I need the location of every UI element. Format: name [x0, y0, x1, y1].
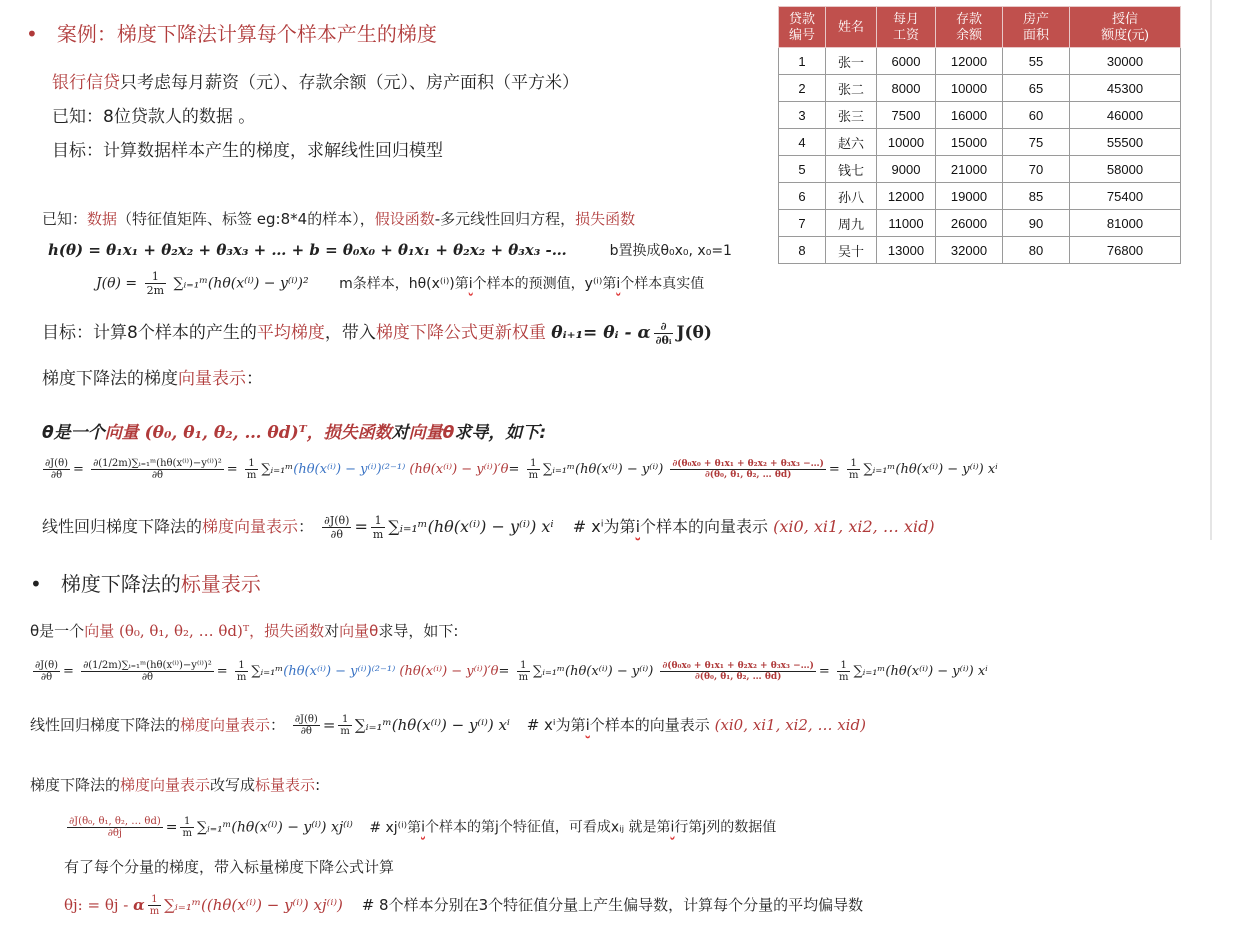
known-hyp-note: -多元线性回归方程，: [434, 210, 576, 228]
j-sum: ∑ᵢ₌₁ᵐ(hθ(x⁽ⁱ⁾) − y⁽ⁱ⁾)²: [173, 275, 309, 292]
table-cell: 3: [779, 102, 826, 129]
section2-title: • 梯度下降法的标量表示: [30, 572, 261, 596]
table-cell: 7500: [877, 102, 936, 129]
table-cell: 2: [779, 75, 826, 102]
section2-theta-line: θ是一个向量 (θ₀, θ₁, θ₂, … θd)ᵀ，损失函数对向量θ求导，如下:: [30, 622, 459, 640]
table-cell: 76800: [1070, 237, 1181, 264]
bank-credit: 银行信贷: [52, 73, 120, 93]
table-cell: 张二: [826, 75, 877, 102]
table-cell: 80: [1003, 237, 1070, 264]
table-cell: 4: [779, 129, 826, 156]
header-name: 姓名: [826, 7, 877, 48]
intro-line-1: [52, 68, 579, 93]
table-row: [779, 129, 1181, 156]
table-cell: 90: [1003, 210, 1070, 237]
table-cell: 张一: [826, 48, 877, 75]
table-cell: 张三: [826, 102, 877, 129]
partial-derivative-line: $\frac{\text{∂J(θ₀, θ₁, θ₂, … θd)}}{\partial\theta j}$ = $\frac{1}{m}$ ∑ᵢ₌₁ᵐ(hθ(x⁽ⁱ⁾) − y⁽ⁱ⁾) xj⁽ⁱ⁾ # xj⁽ⁱ⁾第i个样本的第j个特征值，可看成xᵢⱼ 就是第i行第j列的数据值: [69, 816, 777, 839]
known-prefix: 已知：: [42, 210, 88, 228]
table-cell: 70: [1003, 156, 1070, 183]
table-cell: 1: [779, 48, 826, 75]
table-cell: 32000: [936, 237, 1003, 264]
derivation-2: $\frac{\partial J(\theta)}{\partial\theta}$ = $\frac{\text{∂(1/2m)∑ᵢ₌₁ᵐ(hθ(x⁽ⁱ⁾)−y⁽ⁱ⁾)²}}{\partial\theta}$ = $\frac{1}{m}$ ∑ᵢ₌₁ᵐ(hθ(x⁽ⁱ⁾) − y⁽ⁱ⁾)⁽²⁻¹⁾ (hθ(x⁽ⁱ⁾) − y⁽ⁱ⁾)′θ= $\frac{1}{m}$ ∑ᵢ₌₁ᵐ(hθ(x⁽ⁱ⁾) − y⁽ⁱ⁾) $\frac{\text{∂(θ₀x₀ + θ₁x₁ + θ₂x₂ + θ₃x₃ −…)}}{\text{∂(θ₀, θ₁, θ₂, … θd)}}$ = $\frac{1}{m}$ ∑ᵢ₌₁ᵐ(hθ(x⁽ⁱ⁾) − y⁽ⁱ⁾) xⁱ: [35, 660, 988, 683]
loss-equation: [96, 270, 704, 297]
table-row: [779, 75, 1181, 102]
known-loss: 损失函数: [575, 210, 636, 228]
vector-label: 梯度下降法的梯度向量表示：: [42, 369, 263, 389]
avg-gradient: 平均梯度: [256, 323, 325, 343]
table-cell: 8: [779, 237, 826, 264]
theta-vector-line: θ是一个向量 (θ₀, θ₁, θ₂, … θd)ᵀ，损失函数对向量θ求导，如下:: [42, 423, 547, 443]
table-cell: 65: [1003, 75, 1070, 102]
m-note: m条样本，hθ(x⁽ⁱ⁾)第i个样本的预测值，y⁽ⁱ⁾第i个样本真实值: [339, 275, 705, 292]
table-cell: 吴十: [826, 237, 877, 264]
table-cell: 81000: [1070, 210, 1181, 237]
table-row: [779, 237, 1181, 264]
table-cell: 46000: [1070, 102, 1181, 129]
table-row: [779, 156, 1181, 183]
table-cell: 11000: [877, 210, 936, 237]
table-cell: 12000: [877, 183, 936, 210]
header-salary: 每月 工资: [877, 7, 936, 48]
table-cell: 9000: [877, 156, 936, 183]
table-cell: 45300: [1070, 75, 1181, 102]
table-cell: 7: [779, 210, 826, 237]
rewrite-line: 梯度下降法的梯度向量表示改写成标量表示:: [30, 776, 321, 794]
known-data: 数据: [87, 210, 118, 228]
table-cell: 21000: [936, 156, 1003, 183]
linear-gradient-line-2: 线性回归梯度下降法的梯度向量表示： $\frac{\partial J(\theta)}{\partial\theta}$ = $\frac{1}{m}$ ∑ᵢ₌₁ᵐ(hθ(x⁽ⁱ⁾) − y⁽ⁱ⁾) xⁱ # xⁱ为第i个样本的向量表示 (xi0, xi1, xi2, … xid): [30, 714, 866, 737]
table-cell: 孙八: [826, 183, 877, 210]
table-cell: 60: [1003, 102, 1070, 129]
loan-data-table: [778, 6, 1181, 264]
h-eq: h(θ) = θ₁x₁ + θ₂x₂ + θ₃x₃ + … + b = θ₀x₀ + θ₁x₁ + θ₂x₂ + θ₃x₃ -…: [48, 241, 567, 259]
header-credit: 授信 额度(元): [1070, 7, 1181, 48]
table-row: [779, 183, 1181, 210]
hypothesis-equation: [48, 240, 732, 260]
table-cell: 15000: [936, 129, 1003, 156]
section1-title-text: 案例：梯度下降法计算每个样本产生的梯度: [56, 22, 437, 46]
linear-gradient-line: 线性回归梯度下降法的梯度向量表示： $\frac{\partial J(\theta)}{\partial\theta}$ = $\frac{1}{m}$ ∑ᵢ₌₁ᵐ(hθ(x⁽ⁱ⁾) − y⁽ⁱ⁾) xⁱ # xⁱ为第i个样本的向量表示 (xi0, xi1, xi2, … xid): [42, 514, 935, 541]
table-cell: 6000: [877, 48, 936, 75]
table-body: [779, 48, 1181, 264]
bullet: •: [26, 22, 38, 46]
known-line: [42, 208, 635, 229]
table-row: [779, 48, 1181, 75]
table-cell: 赵六: [826, 129, 877, 156]
scalar-update-line: θj: = θj - α $\frac{1}{m}$ ∑ᵢ₌₁ᵐ((hθ(x⁽ⁱ⁾) − y⁽ⁱ⁾) xj⁽ⁱ⁾) # 8个样本分别在3个特征值分量上产生偏导数，计算每个分量的平均偏导数: [64, 894, 864, 917]
table-cell: 10000: [877, 129, 936, 156]
table-cell: 12000: [936, 48, 1003, 75]
table-cell: 19000: [936, 183, 1003, 210]
update-formula: θᵢ₊₁= θᵢ - α: [551, 323, 651, 343]
b-note: b置换成θ₀x₀, x₀=1: [609, 243, 732, 259]
table-cell: 55500: [1070, 129, 1181, 156]
table-cell: 75: [1003, 129, 1070, 156]
gd-update: 梯度下降公式更新权重: [375, 323, 546, 343]
intro-line-3: 目标：计算数据样本产生的梯度，求解线性回归模型: [52, 141, 443, 161]
features-desc: 只考虑每月薪资（元）、存款余额（元）、房产面积（平方米）: [120, 73, 579, 93]
known-hyp: 假设函数: [374, 210, 435, 228]
target-line: 目标：计算8个样本的产生的平均梯度，带入梯度下降公式更新权重 θᵢ₊₁= θᵢ - α $\frac{\partial}{\text{∂θᵢ}}$ J(θ): [42, 319, 712, 347]
table-cell: 8000: [877, 75, 936, 102]
j-frac: $\frac{1}{2m}$: [146, 270, 165, 297]
table-cell: 75400: [1070, 183, 1181, 210]
known-data-note: （特征值矩阵、标签 eg:8*4的样本），: [117, 210, 375, 228]
table-cell: 16000: [936, 102, 1003, 129]
table-cell: 13000: [877, 237, 936, 264]
table-cell: 10000: [936, 75, 1003, 102]
table-cell: 钱七: [826, 156, 877, 183]
table-row: [779, 102, 1181, 129]
header-house-area: 房产 面积: [1003, 7, 1070, 48]
table-row: [779, 210, 1181, 237]
intro-line-2: 已知：8位贷款人的数据 。: [52, 107, 256, 127]
section1-title: [26, 18, 437, 47]
header-loan-id: 贷款 编号: [779, 7, 826, 48]
divider: [1210, 0, 1212, 540]
table-cell: 85: [1003, 183, 1070, 210]
table-cell: 58000: [1070, 156, 1181, 183]
derivation-1: $\frac{\partial J(\theta)}{\partial\theta}$ = $\frac{\text{∂(1/2m)∑ᵢ₌₁ᵐ(hθ(x⁽ⁱ⁾)−y⁽ⁱ⁾)²}}{\partial\theta}$ = $\frac{1}{m}$ ∑ᵢ₌₁ᵐ(hθ(x⁽ⁱ⁾) − y⁽ⁱ⁾)⁽²⁻¹⁾ (hθ(x⁽ⁱ⁾) − y⁽ⁱ⁾)′θ= $\frac{1}{m}$ ∑ᵢ₌₁ᵐ(hθ(x⁽ⁱ⁾) − y⁽ⁱ⁾) $\frac{\text{∂(θ₀x₀ + θ₁x₁ + θ₂x₂ + θ₃x₃ −…)}}{\text{∂(θ₀, θ₁, θ₂, … θd)}}$ = $\frac{1}{m}$ ∑ᵢ₌₁ᵐ(hθ(x⁽ⁱ⁾) − y⁽ⁱ⁾) xⁱ: [45, 458, 998, 481]
table-cell: 周九: [826, 210, 877, 237]
table-cell: 55: [1003, 48, 1070, 75]
update-frac: $\frac{\partial}{\text{∂θᵢ}}$: [655, 319, 672, 347]
header-deposit: 存款 余额: [936, 7, 1003, 48]
table-cell: 6: [779, 183, 826, 210]
table-cell: 26000: [936, 210, 1003, 237]
table-cell: 5: [779, 156, 826, 183]
table-cell: 30000: [1070, 48, 1181, 75]
each-component-line: 有了每个分量的梯度，带入标量梯度下降公式计算: [64, 858, 395, 876]
table-header-row: [779, 7, 1181, 48]
j-left: J(θ) =: [96, 275, 138, 292]
